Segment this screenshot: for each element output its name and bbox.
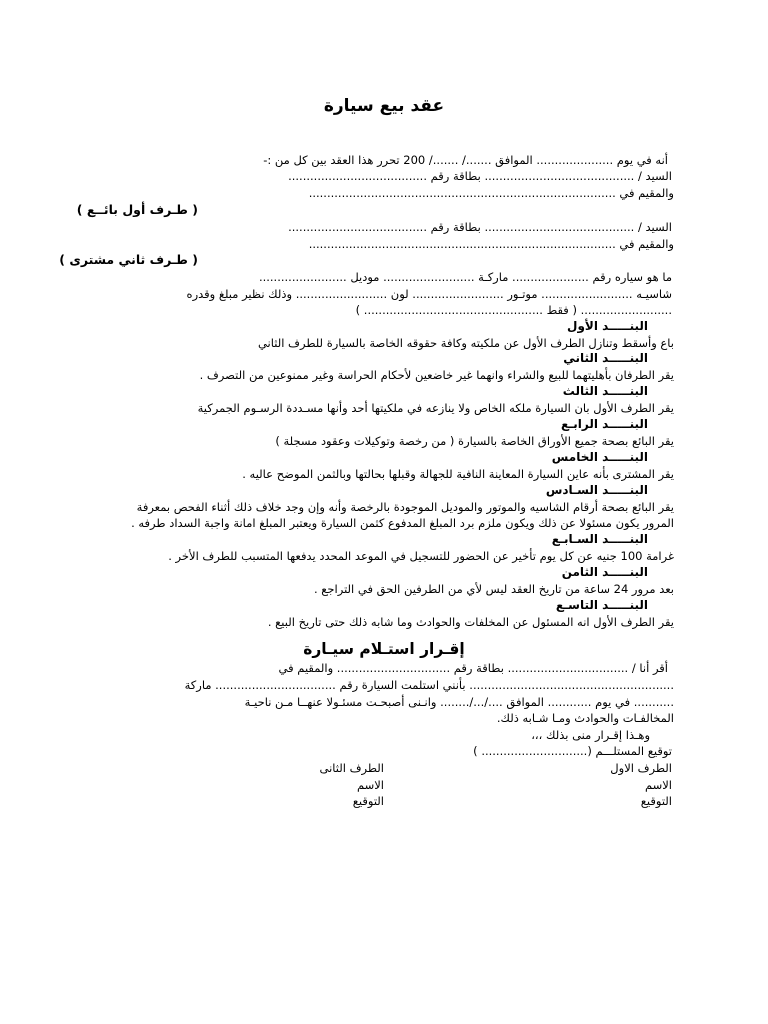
clause-text: باع وأسقط وتنازل الطرف الأول عن ملكيته وكافة حقوقه الخاصة بالسيارة للطرف الثاني bbox=[257, 336, 674, 350]
receipt-line-4: المخالفـات والحوادث ومـا شـابه ذلك. bbox=[496, 711, 674, 725]
intro-line: أنه في يوم ..................... الموافق ......./ ......./ 200 تحرر هذا العقد بين كل من :- bbox=[263, 153, 668, 167]
receipt-line-5: وهـذا إقـرار منى بذلك ،،، bbox=[531, 728, 650, 742]
clause-text: يقر البائع بصحة أرقام الشاسيه والموتور والموديل الموجودة بالرخصة وأنه وإن وجد خلاف ذلك أثناء الفحص بمعرفة bbox=[136, 500, 674, 514]
clause-heading: البنـــــد السـادس bbox=[545, 483, 648, 497]
seller-residence: والمقيم في .................................................................................... bbox=[308, 186, 674, 200]
clause-heading: البنـــــد الثاني bbox=[563, 351, 648, 365]
car-line-1: ما هو سياره رقم ..................... ماركـة ......................... موديل ........................ bbox=[258, 270, 672, 284]
seller-label: ( طـرف أول بائــع ) bbox=[76, 202, 198, 217]
clause-text: يقر المشترى بأنه عاين السيارة المعاينة النافية للجهالة وقبلها بحالتها وبالثمن الموضح عاليه . bbox=[242, 467, 674, 481]
clause-heading: البنـــــد السـابـع bbox=[551, 532, 648, 546]
clause-text: غرامة 100 جنيه عن كل يوم تأخير عن الحضور للتسجيل في الموعد المحدد يدفعها المتسبب للطرف الأخر . bbox=[168, 549, 674, 563]
buyer-label: ( طـرف ثاني مشترى ) bbox=[59, 252, 198, 267]
receipt-line-1: أقر أنا / ................................. بطاقة رقم ............................... والمقيم في bbox=[278, 661, 668, 675]
clause-heading: البنـــــد الثالث bbox=[562, 384, 648, 398]
clause-text: بعد مرور 24 ساعة من تاريخ العقد ليس لأي من الطرفين الحق في التراجع . bbox=[314, 582, 674, 596]
second-party-signature-label: التوقيع bbox=[352, 794, 384, 808]
clause-text: المرور يكون مسئولا عن ذلك ويكون ملزم برد المبلغ المدفوع كثمن السيارة ويعتبر المبلغ امانة واجبة السداد طرفه . bbox=[131, 516, 674, 530]
second-party-label: الطرف الثانى bbox=[319, 761, 384, 775]
receipt-line-2: ........................................................ بأنني استلمت السيارة رقم ................................. ماركة bbox=[184, 678, 674, 692]
clause-heading: البنـــــد الرابـع bbox=[560, 417, 648, 431]
car-line-3: ......................... ( فقط ................................................. ) bbox=[355, 303, 672, 317]
clause-heading: البنـــــد الأول bbox=[567, 319, 648, 333]
clause-text: يقر الطرف الأول بان السيارة ملكه الخاص ولا ينازعه في ملكيتها أحد وأنها مسـددة الرسـوم الجمركية bbox=[197, 401, 674, 415]
clause-heading: البنـــــد الثامن bbox=[561, 565, 648, 579]
clause-text: يقر الطرفان بأهليتهما للبيع والشراء وانهما غير خاضعين لأحكام الحراسة وغير ممنوعين من التصرف . bbox=[199, 368, 674, 382]
buyer-residence: والمقيم في .................................................................................... bbox=[308, 237, 674, 251]
document-title: عقد بيع سيارة bbox=[323, 96, 445, 116]
seller-line: السيد / ......................................... بطاقة رقم ...................................... bbox=[288, 169, 672, 183]
car-line-2: شاسيـه ......................... موتـور ......................... لون ......................... وذلك نظير مبلغ وقدره bbox=[186, 287, 672, 301]
clause-heading: البنـــــد الخامس bbox=[551, 450, 648, 464]
receipt-title: إقـرار استـلام سيـارة bbox=[303, 640, 465, 658]
clause-text: يقر البائع بصحة جميع الأوراق الخاصة بالسيارة ( من رخصة وتوكيلات وعقود مسجلة ) bbox=[275, 434, 674, 448]
first-party-label: الطرف الاول bbox=[610, 761, 672, 775]
buyer-line: السيد / ......................................... بطاقة رقم ...................................... bbox=[288, 220, 672, 234]
clause-heading: البنـــــد التاسـع bbox=[555, 598, 648, 612]
receipt-line-6: توقيع المستلـــم (............................. ) bbox=[473, 744, 672, 758]
second-party-name-label: الاسم bbox=[356, 778, 384, 792]
receipt-line-3: ........... في يوم ............ الموافق ..../.../........ وانـنى أصبحـت مسئـولا عنهــا مـن ناحيـة bbox=[244, 695, 674, 709]
first-party-name-label: الاسم bbox=[644, 778, 672, 792]
first-party-signature-label: التوقيع bbox=[640, 794, 672, 808]
clause-text: يقر الطرف الأول انه المسئول عن المخلفات والحوادث وما شابه ذلك حتى تاريخ البيع . bbox=[267, 615, 674, 629]
